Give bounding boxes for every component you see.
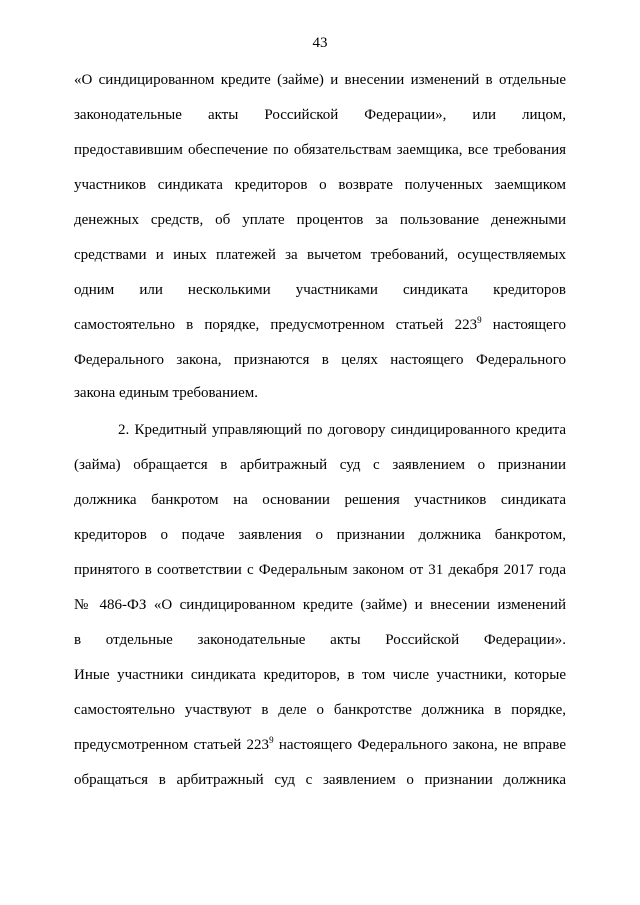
text-line-with-superscript [74, 315, 566, 335]
text-line: Иные участники синдиката кредиторов, в том числе участники, которые [74, 667, 566, 683]
text-line: закона единым требованием. [74, 385, 259, 401]
text-line: одним или несколькими участниками синдиката кредиторов [74, 282, 566, 298]
text-line: Федерального закона, признаются в целях настоящего Федерального [74, 352, 566, 368]
text-segment: настоящего [481, 317, 566, 333]
text-line: (займа) обращается в арбитражный суд с заявлением о признании [74, 457, 566, 473]
text-line: принятого в соответствии с Федеральным законом от 31 декабря 2017 года [74, 562, 566, 578]
text-line: денежных средств, об уплате процентов за пользование денежными [74, 212, 566, 228]
superscript: 9 [269, 735, 274, 745]
text-line-with-superscript [74, 735, 566, 755]
text-line: «О синдицированном кредите (займе) и внесении изменений в отдельные [74, 72, 566, 88]
text-line: должника банкротом на основании решения участников синдиката [74, 492, 566, 508]
text-line: самостоятельно участвуют в деле о банкротстве должника в порядке, [74, 702, 566, 718]
text-line: № 486-ФЗ «О синдицированном кредите (займе) и внесении изменений [74, 597, 566, 613]
text-segment: самостоятельно в порядке, предусмотренном статьей 223 [74, 317, 478, 333]
page-number: 43 [312, 35, 328, 51]
text-segment: настоящего Федерального закона, не вправе [273, 737, 566, 753]
text-line: кредиторов о подаче заявления о признании должника банкротом, [74, 527, 566, 543]
text-line: участников синдиката кредиторов о возврате полученных заемщиком [74, 177, 566, 193]
text-line: средствами и иных платежей за вычетом требований, осуществляемых [74, 247, 566, 263]
superscript: 9 [477, 315, 482, 325]
text-line: законодательные акты Российской Федерации», или лицом, [74, 107, 566, 123]
text-line: предоставившим обеспечение по обязательствам заемщика, все требования [74, 142, 566, 158]
text-segment: предусмотренном статьей 223 [74, 737, 270, 753]
paragraph-first-line: 2. Кредитный управляющий по договору синдицированного кредита [118, 422, 566, 438]
text-line: обращаться в арбитражный суд с заявлением о признании должника [74, 772, 566, 788]
text-line: в отдельные законодательные акты Российской Федерации». [74, 632, 566, 648]
